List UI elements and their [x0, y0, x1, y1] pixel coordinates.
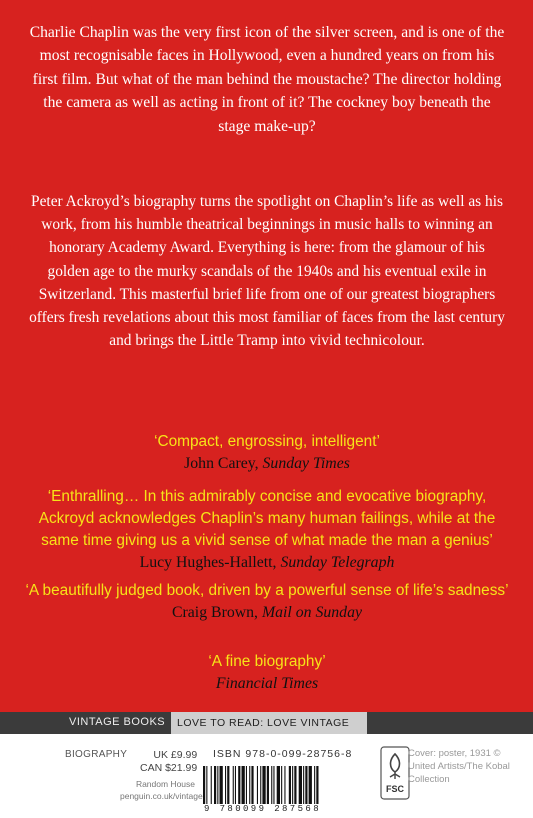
barcode-bar	[206, 766, 207, 804]
back-cover-footer	[0, 734, 533, 818]
quote-text: ‘A beautifully judged book, driven by a powerful sense of life’s sadness’	[25, 582, 509, 599]
barcode-bar	[225, 766, 226, 804]
isbn-text: ISBN 978-0-099-28756-8	[213, 748, 353, 760]
barcode-bar	[299, 766, 302, 804]
quote-attribution	[22, 673, 512, 695]
barcode-bar	[203, 766, 205, 804]
blurb-paragraph-2: Peter Ackroyd’s biography turns the spotlight on Chaplin’s life as well as his work, from his humble theatrical beginnings in music halls to winning an honorary Academy Award. Everything is here: from the glamour of his golden age to the murky scandals of the 1940s and his eventual exile in Switzerland. This masterful brief life from one of our greatest biographers offers fresh revelations about this most familiar of faces from the last century and brings the Little Tramp into vivid technicolour.	[29, 193, 505, 350]
barcode-bar	[214, 766, 216, 804]
imprint-tagline: LOVE TO READ: LOVE VINTAGE	[171, 712, 367, 734]
barcode-bar	[281, 766, 282, 804]
publisher-name: Random House	[135, 779, 195, 789]
barcode-bar	[233, 766, 234, 804]
quote-text: ‘Enthralling… In this admirably concise and evocative biography, Ackroyd acknowledges Chaplin’s many human failings, while at the same time giving us a vivid sense of what made the man a genius’	[38, 488, 496, 549]
barcode-bar	[220, 766, 223, 804]
blurb-paragraph-1: Charlie Chaplin was the very first icon of the silver screen, and is one of the most recognisable faces in Hollywood, even a hundred years on from his first film. But what of the man behind the moustache? The director holding the camera as well as acting in front of it? The cockney boy beneath the stage make-up?	[29, 24, 505, 135]
quote-attribution	[22, 602, 512, 624]
barcode-bar	[217, 766, 218, 804]
publisher-website: penguin.co.uk/vintage	[120, 791, 203, 801]
barcode-bar	[305, 766, 307, 804]
imprint-name: VINTAGE BOOKS	[69, 716, 166, 728]
barcode-bar	[262, 766, 265, 804]
quote-source: Sunday Telegraph	[280, 554, 395, 571]
barcode-bar	[273, 766, 274, 804]
credit-line: United Artists/The Kobal	[408, 761, 510, 772]
barcode-bar	[257, 766, 258, 804]
genre-label: BIOGRAPHY	[65, 749, 128, 760]
quote-attribution	[22, 552, 512, 574]
quote-source: Financial Times	[215, 675, 319, 692]
barcode-bar	[249, 766, 250, 804]
quote-author: Lucy Hughes-Hallett,	[139, 554, 277, 571]
barcode-bar	[303, 766, 304, 804]
barcode-bar	[277, 766, 280, 804]
quote-source: Mail on Sunday	[261, 604, 362, 621]
publisher-block	[120, 778, 203, 802]
credit-line: Collection	[408, 774, 450, 785]
review-quote-4	[22, 651, 512, 695]
fsc-label: FSC	[386, 784, 404, 794]
barcode-bar	[251, 766, 253, 804]
barcode-bar	[260, 766, 261, 804]
cover-credit	[408, 747, 510, 786]
barcode-bar	[267, 766, 269, 804]
barcode-bar	[227, 766, 229, 804]
review-quote-2	[22, 486, 512, 574]
quote-text: ‘A fine biography’	[208, 653, 326, 670]
barcode-bar	[309, 766, 312, 804]
quote-attribution	[22, 453, 512, 475]
review-quote-1	[22, 431, 512, 475]
barcode-icon	[203, 766, 361, 804]
review-quote-3	[22, 580, 512, 624]
barcode-bar	[284, 766, 285, 804]
barcode-bar	[314, 766, 315, 804]
price-can: CAN $21.99	[140, 762, 198, 774]
barcode-bar	[271, 766, 272, 804]
imprint-band	[0, 712, 533, 734]
barcode-bar	[294, 766, 296, 804]
credit-line: Cover: poster, 1931 ©	[408, 748, 501, 759]
quote-author: John Carey,	[184, 455, 259, 472]
fsc-logo-icon	[380, 746, 410, 800]
barcode-bar	[246, 766, 247, 804]
barcode-bar	[242, 766, 245, 804]
barcode-bar	[289, 766, 291, 804]
barcode-number: 9 780099 287568	[204, 804, 322, 814]
price-block	[140, 749, 197, 775]
quote-author: Craig Brown,	[172, 604, 258, 621]
quote-source: Sunday Times	[262, 455, 350, 472]
barcode-bar	[292, 766, 293, 804]
price-uk: UK £9.99	[153, 749, 198, 761]
quote-text: ‘Compact, engrossing, intelligent’	[154, 433, 380, 450]
barcode-bar	[235, 766, 236, 804]
barcode-bar	[316, 766, 318, 804]
barcode-bar	[238, 766, 240, 804]
barcode-bar	[211, 766, 212, 804]
